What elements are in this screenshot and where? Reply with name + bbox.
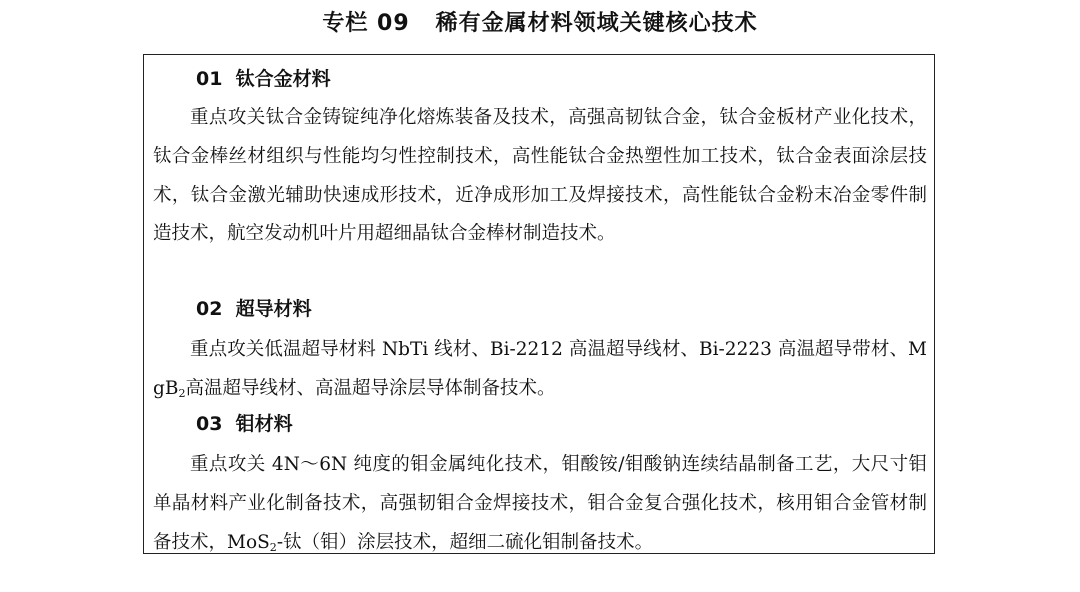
column-box bbox=[143, 54, 935, 554]
section-heading-superconductor: 02 超导材料 bbox=[196, 298, 312, 320]
section-body-titanium: 重点攻关钛合金铸锭纯净化熔炼装备及技术，高强高韧钛合金，钛合金板材产业化技术，钛合金棒丝材组织与性能均匀性控制技术，高性能钛合金热塑性加工技术，钛合金表面涂层技术，钛合金激光辅助快速成形技术，近净成形加工及焊接技术，高性能钛合金粉末冶金零件制造技术，航空发动机叶片用超细晶钛合金棒材制造技术。 bbox=[153, 107, 927, 245]
body-text-part2: -钛（钼）涂层技术，超细二硫化钼制备技术。 bbox=[276, 531, 654, 553]
section-body-superconductor bbox=[153, 331, 927, 409]
body-text-part2: 高温超导线材、高温超导涂层导体制备技术。 bbox=[185, 377, 556, 399]
subscript: 2 bbox=[178, 386, 186, 400]
document-title: 专栏 09 稀有金属材料领域关键核心技术 bbox=[322, 11, 758, 36]
section-body-molybdenum bbox=[153, 446, 927, 562]
subscript: 2 bbox=[269, 540, 277, 554]
section-heading-titanium: 01 钛合金材料 bbox=[196, 68, 331, 90]
body-text-part1: 重点攻关低温超导材料 NbTi 线材、Bi-2212 高温超导线材、Bi-2223 高温超导带材、MgB bbox=[153, 339, 927, 399]
section-heading-molybdenum: 03 钼材料 bbox=[196, 413, 293, 435]
body-text-part1: 重点攻关 4N～6N 纯度的钼金属纯化技术，钼酸铵/钼酸钠连续结晶制备工艺，大尺寸钼单晶材料产业化制备技术，高强韧钼合金焊接技术，钼合金复合强化技术，核用钼合金管材制备技术，MoS bbox=[153, 454, 927, 553]
